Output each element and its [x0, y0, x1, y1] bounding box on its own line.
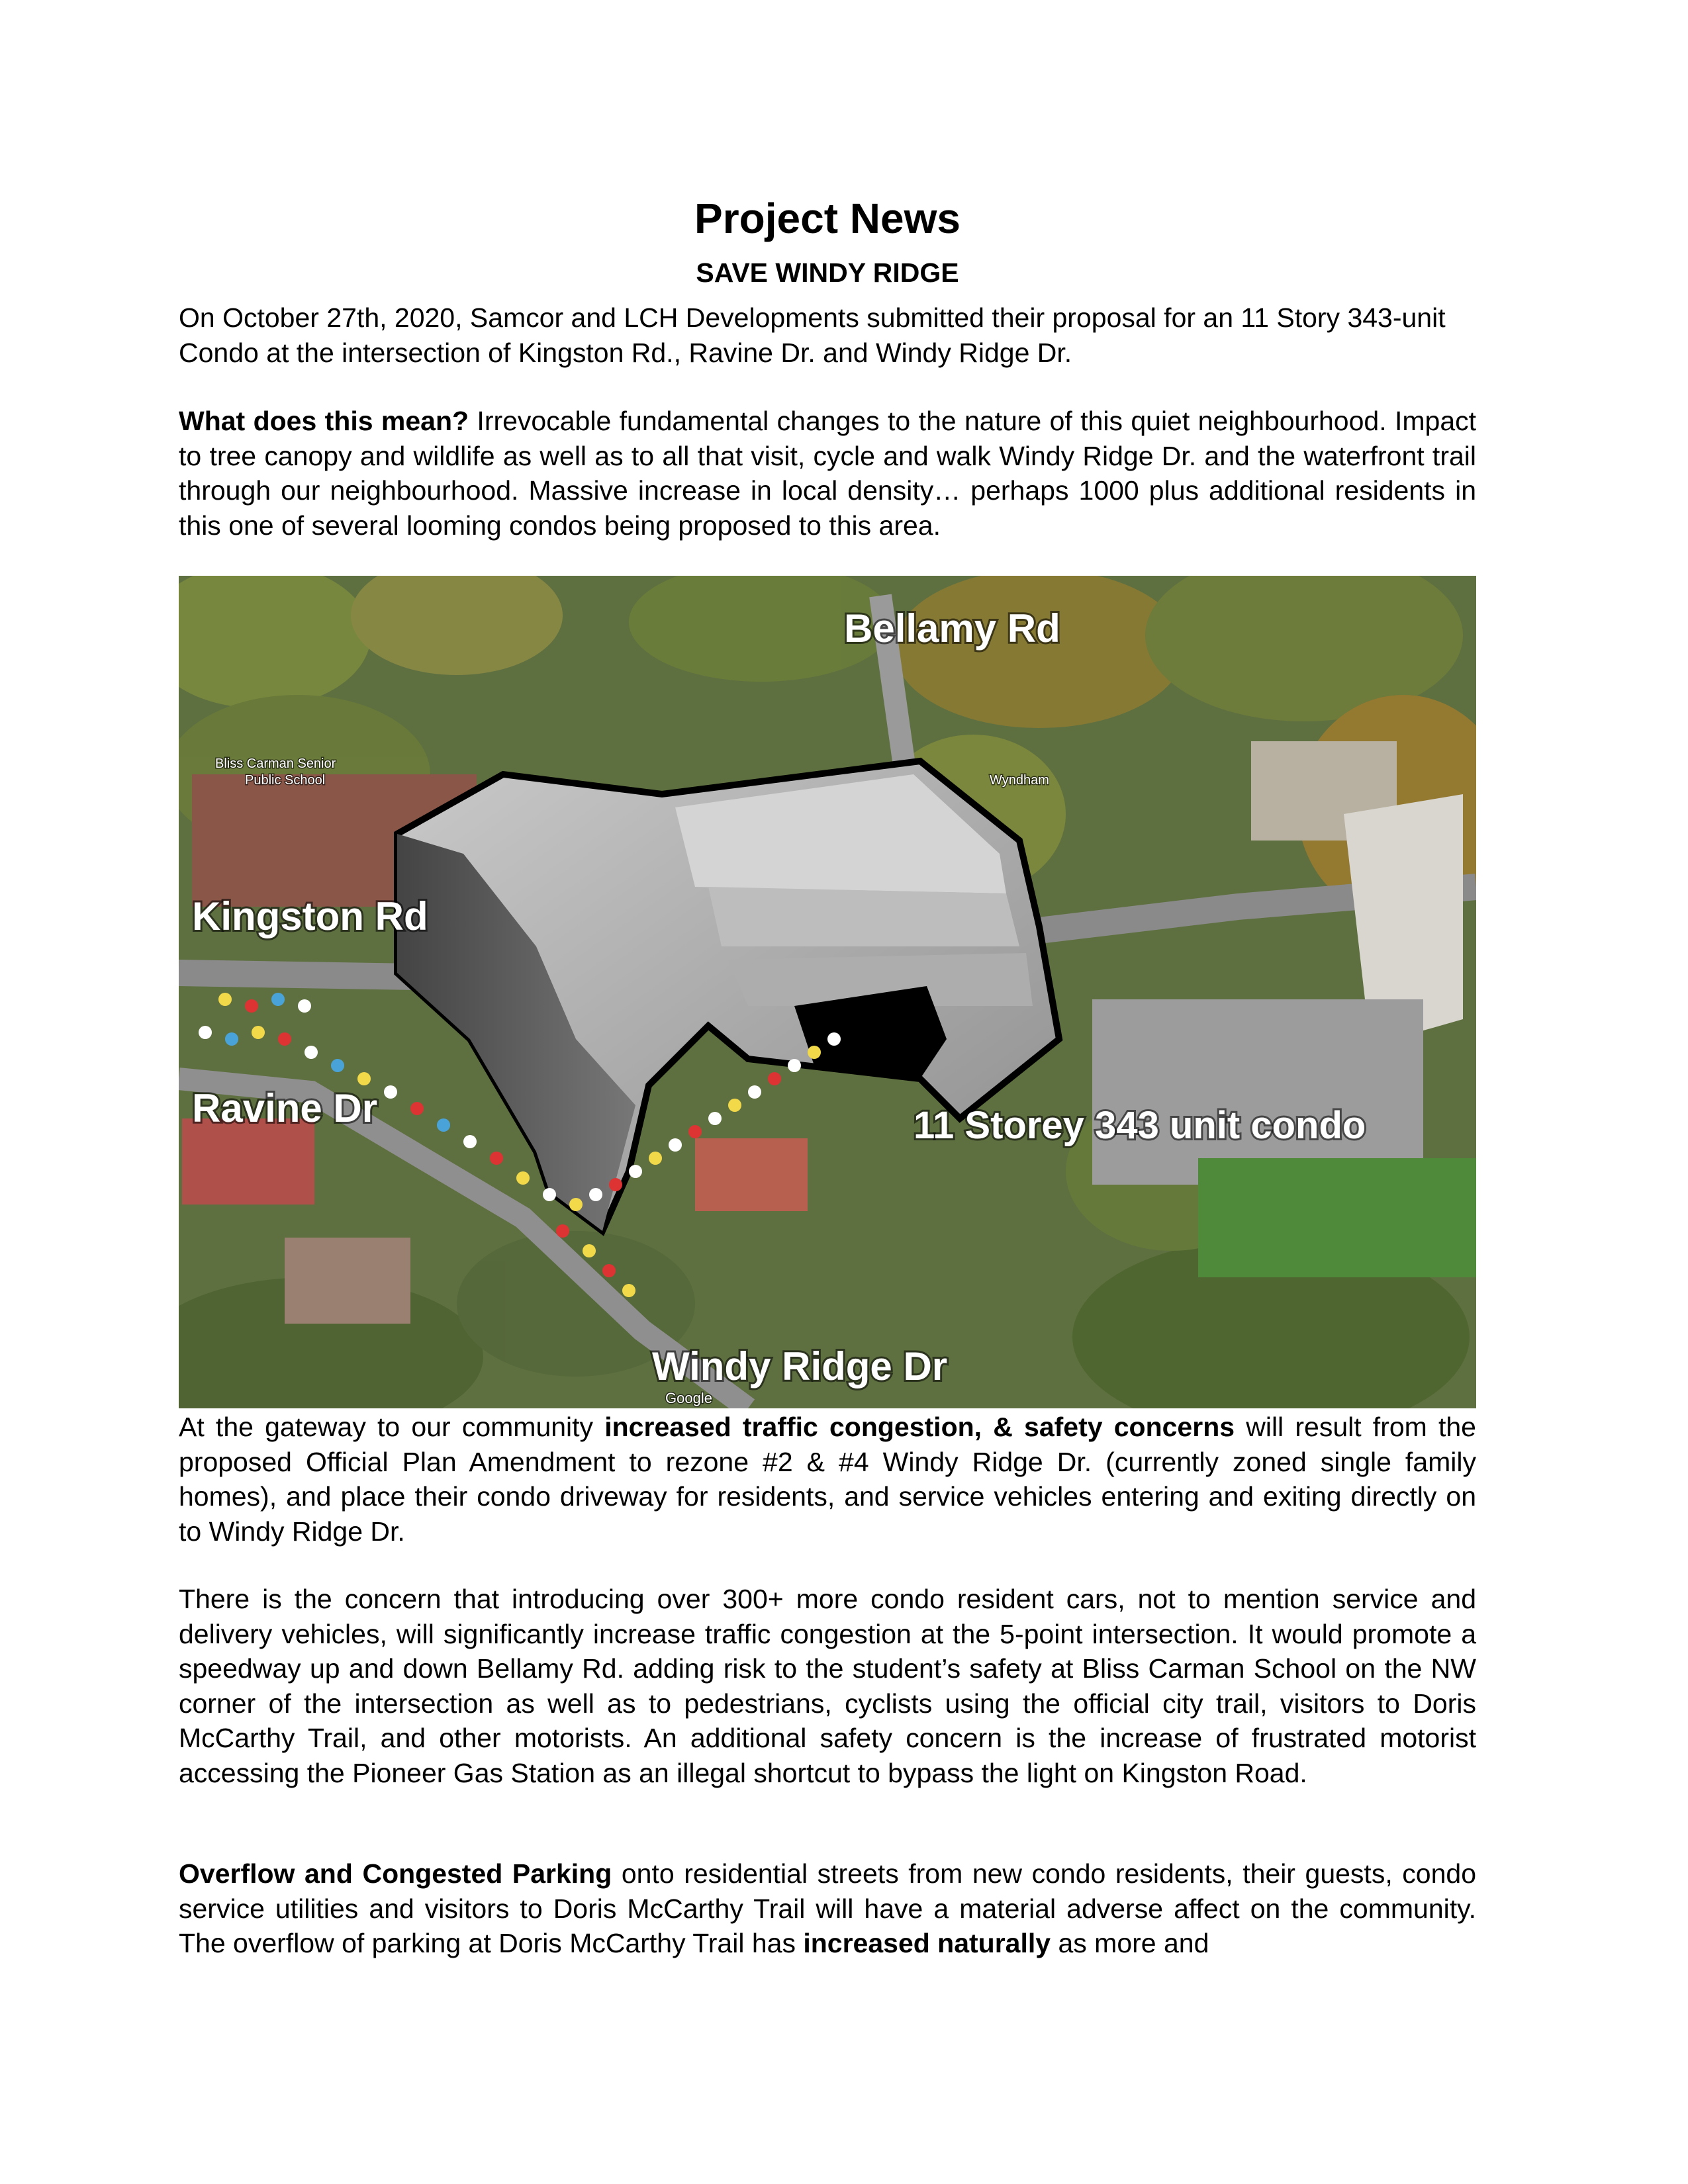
meaning-text: Irrevocable fundamental changes to the nature of this quiet neighbourhood. Impact to tree canopy and wildlife as well as to all that visit, cycle and walk Windy Ridge Dr. and the waterfront trail through our neighbourhood. Massive increase in local density… perhaps 1000 plus additional residents in this one of several looming condos being proposed to this area.	[179, 406, 1477, 541]
label-ravine-dr: Ravine Dr	[192, 1086, 378, 1130]
traffic-text-2: will result from the proposed Official Plan Amendment to rezone #2 & #4 Windy Ridge Dr. (currently zoned single family homes), and place their condo driveway for residents, and service vehicles entering and exiting directly on to Windy Ridge Dr.	[179, 1412, 1476, 1547]
label-condo: 11 Storey 343 unit condo	[914, 1104, 1366, 1147]
concern-text: There is the concern that introducing over 300+ more condo resident cars, not to mention service and delivery vehicles, will significantly increase traffic congestion at the 5-point intersection. It would promote a speedway up and down Bellamy Rd. adding risk to the student’s safety at Bliss Carman School on the NW corner of the intersection as well as to pedestrians, cyclists using the official city trail, visitors to Doris McCarthy Trail, and other motorists. An additional safety concern is the increase of frustrated motorist accessing the Pioneer Gas Station as an illegal shortcut to bypass the light on Kingston Road.	[179, 1584, 1476, 1788]
parking-text-1: onto residential streets from new condo residents, their guests, condo service utilities and visitors to Doris McCarthy Trail will have a material adverse affect on the community. The overflow of parking at Doris McCarthy Trail has	[179, 1858, 1476, 1958]
traffic-paragraph	[179, 1410, 1476, 1549]
traffic-text-1: At the gateway to our community	[179, 1412, 605, 1442]
meaning-paragraph	[179, 404, 1476, 543]
label-google: Google	[665, 1390, 712, 1406]
house-roof-brown	[285, 1238, 410, 1324]
meaning-lead: What does this mean?	[179, 406, 469, 436]
parking-lot	[1092, 999, 1423, 1185]
label-wyndham: Wyndham	[990, 773, 1049, 788]
label-windy-ridge-dr: Windy Ridge Dr	[652, 1344, 948, 1388]
parking-lead: Overflow and Congested Parking	[179, 1858, 612, 1889]
traffic-bold: increased traffic congestion, & safety concerns	[604, 1412, 1235, 1442]
green-lawn	[1198, 1158, 1476, 1277]
concern-paragraph	[179, 1582, 1476, 1790]
intro-paragraph	[179, 300, 1476, 370]
parking-bold: increased naturally	[803, 1928, 1051, 1958]
parking-paragraph	[179, 1856, 1476, 1961]
house-roof-orange	[695, 1138, 808, 1211]
page-title: Project News	[694, 195, 961, 242]
house-roof-red	[182, 1118, 314, 1205]
label-school-line2: Public School	[245, 773, 326, 788]
intro-text: On October 27th, 2020, Samcor and LCH Developments submitted their proposal for an 11 Story 343-unit Condo at the intersection of Kingston Rd., Ravine Dr. and Windy Ridge Dr.	[179, 302, 1446, 368]
page-subtitle: SAVE WINDY RIDGE	[696, 257, 959, 288]
label-bellamy-rd: Bellamy Rd	[844, 606, 1060, 651]
label-school-line1: Bliss Carman Senior	[215, 756, 336, 771]
parking-text-2: as more and	[1051, 1928, 1209, 1958]
label-kingston-rd: Kingston Rd	[192, 894, 428, 938]
aerial-map-image	[179, 576, 1476, 1408]
aerial-map-drawing	[179, 576, 1476, 1408]
